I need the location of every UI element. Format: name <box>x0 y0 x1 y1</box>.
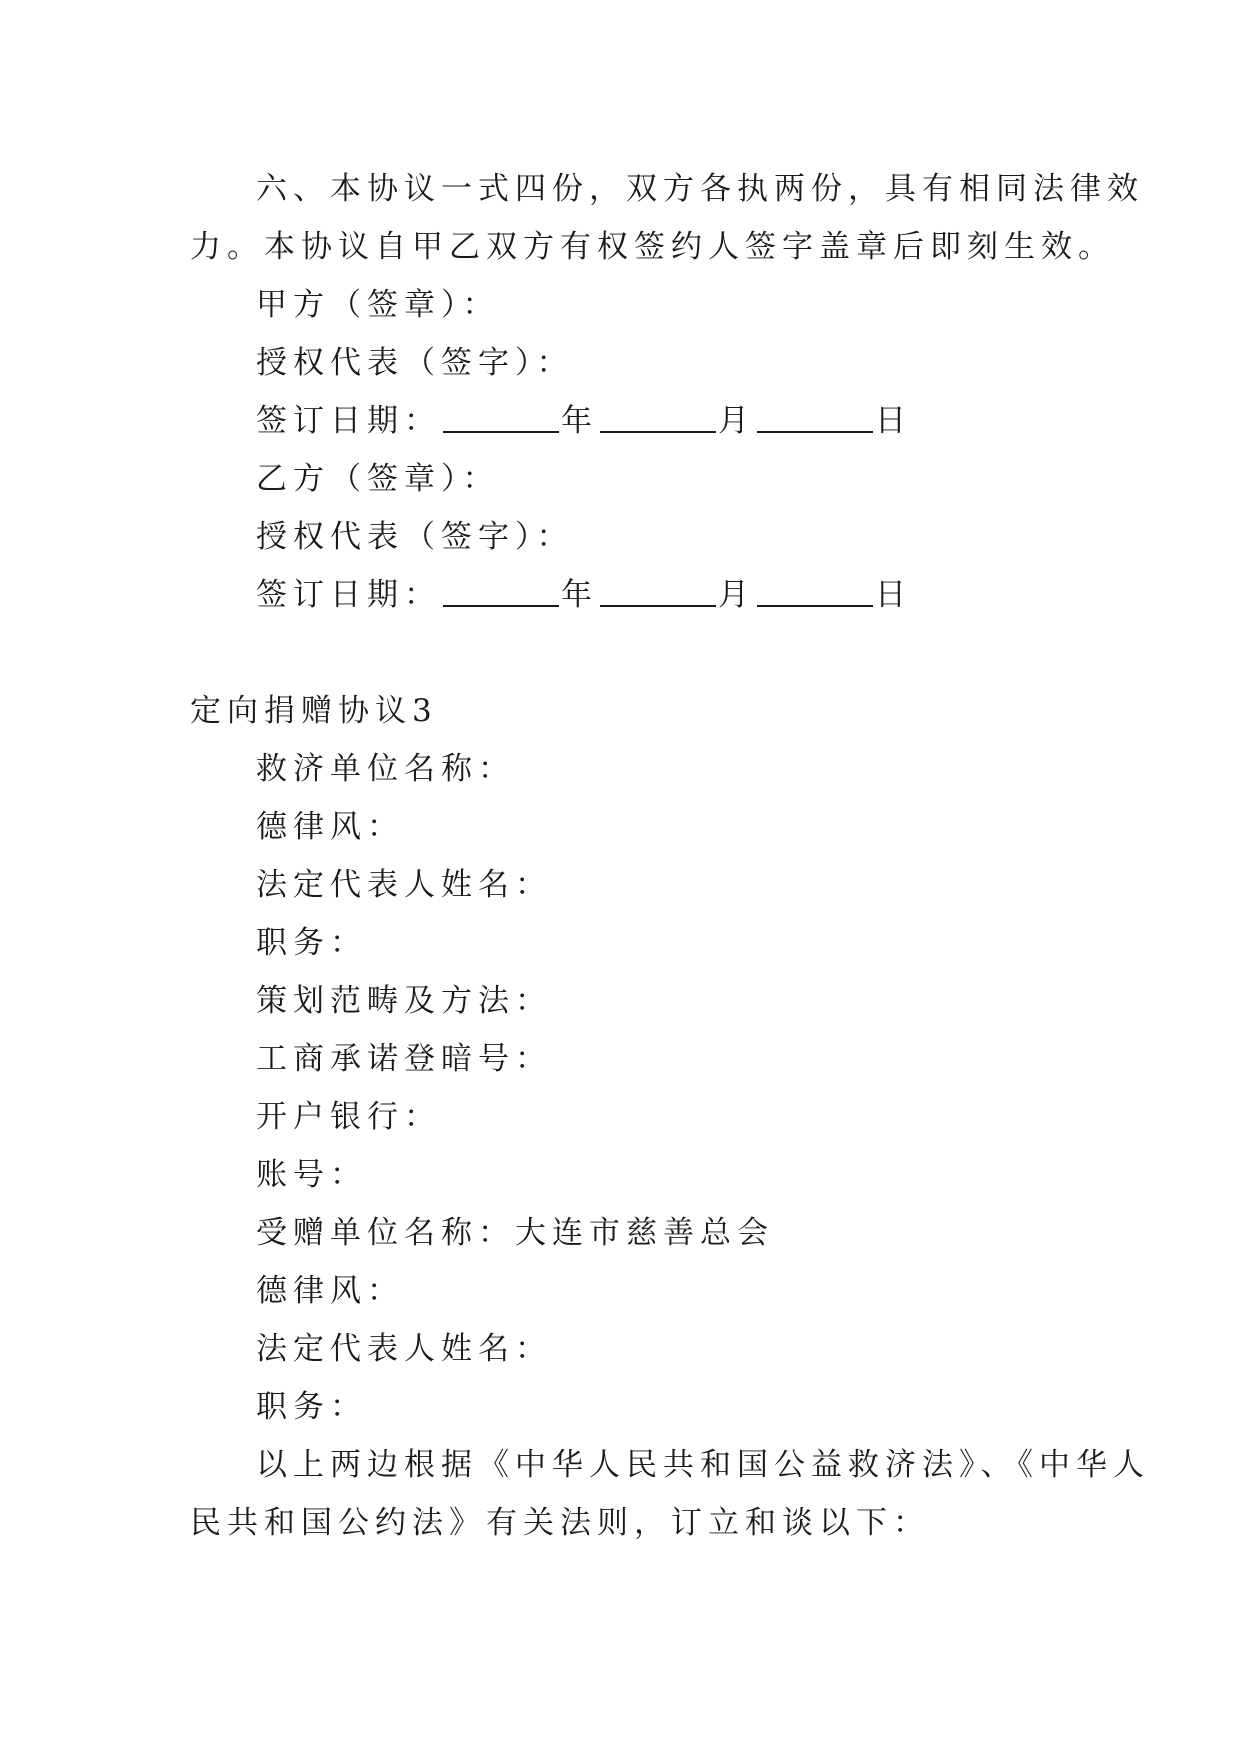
field-line: 账号： <box>256 1157 367 1193</box>
party-b-year-label: 年 <box>561 577 598 613</box>
party-b-day-label: 日 <box>875 577 912 613</box>
party-a-day-label: 日 <box>875 403 912 439</box>
closing-line2: 民共和国公约法》有关法则，订立和谈以下： <box>190 1505 930 1541</box>
field-line: 职务： <box>256 925 367 961</box>
party-b-date-line <box>190 566 1060 624</box>
party-a-day-blank <box>757 401 873 433</box>
field-line: 法定代表人姓名： <box>256 867 552 903</box>
party-a-month-label: 月 <box>718 403 755 439</box>
party-a-date-label: 签订日期： <box>256 403 441 439</box>
section-spacer <box>190 624 1060 682</box>
party-a-rep: 授权代表（签字）： <box>256 345 574 381</box>
agreement-title: 定向捐赠协议3 <box>190 693 438 729</box>
party-a-month-blank <box>600 401 716 433</box>
party-b-date-label: 签订日期： <box>256 577 441 613</box>
party-b-rep: 授权代表（签字）： <box>256 519 574 555</box>
party-b-day-blank <box>757 575 873 607</box>
party-b-month-label: 月 <box>718 577 755 613</box>
party-a-year-label: 年 <box>561 403 598 439</box>
field-line: 救济单位名称： <box>256 751 515 787</box>
field-line: 开户银行： <box>256 1099 441 1135</box>
field-line: 德律风： <box>256 809 404 845</box>
section6-line1: 六、本协议一式四份，双方各执两份，具有相同法律效 <box>256 171 1144 207</box>
field-line: 工商承诺登暗号： <box>256 1041 552 1077</box>
party-b-year-blank <box>443 575 559 607</box>
field-line: 策划范畴及方法： <box>256 983 552 1019</box>
field-line: 法定代表人姓名： <box>256 1331 552 1367</box>
section6-line2: 力。本协议自甲乙双方有权签约人签字盖章后即刻生效。 <box>190 229 1115 265</box>
party-b-month-blank <box>600 575 716 607</box>
party-b-seal: 乙方（签章）： <box>256 461 500 497</box>
party-a-seal: 甲方（签章）： <box>256 287 500 323</box>
party-a-year-blank <box>443 401 559 433</box>
field-line: 受赠单位名称：大连市慈善总会 <box>256 1215 774 1251</box>
party-a-date-line <box>190 392 1060 450</box>
field-line: 德律风： <box>256 1273 404 1309</box>
field-line: 职务： <box>256 1389 367 1425</box>
closing-line1: 以上两边根据《中华人民共和国公益救济法》、《中华人 <box>256 1447 1150 1483</box>
document-page <box>190 160 1150 1552</box>
